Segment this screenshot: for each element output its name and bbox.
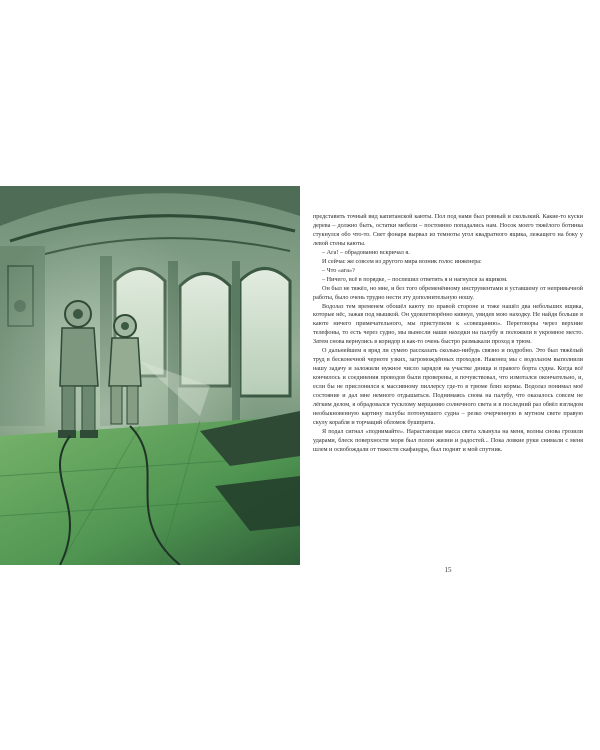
paragraph: И сейчас же совсем из другого мира возник голос инженера: xyxy=(322,257,482,265)
paragraph: Он был не тяжёл, но мне, и без того обременённому инструментами и уставшему от непривычной работы, было очень трудно нести эту дополнительную ношу. xyxy=(313,284,583,301)
paragraph: Я подал сигнал «поднимайте». Нарастающая масса света хлынула на меня, волны снова грозили ударами, блеск поверхности моря был полон жизни и радостей... Пока ловкие руки снимали с меня шлем и освобождали от тяжести скафандра, был поднят и мой спутник. xyxy=(313,427,583,453)
paragraph: – Ага! – обрадованно вскричал я. xyxy=(322,248,410,256)
illustration-ship-cabin-divers xyxy=(0,186,300,565)
paragraph: Водолаз тем временем обошёл каюту по правой стороне и тоже нашёл два небольших ящика, которые нёс, зажав под мышкой. Он удовлетворённо кивнул, увидев мою находку. Не найдя больше в каюте ничего примечательного, мы приступили к «совещанию». Переговоры через верхние телефоны, то есть через судно, мы вынесли наши находки на палубу и положили в укромное место. Затем снова вернулись в коридор и как-то очень быстро размыкали проход в трюм. xyxy=(313,302,583,346)
page-number: 15 xyxy=(444,566,452,574)
paragraph: представить точный вид капитанской каюты. Пол под нами был ровный и скользкий. Какие-то куски дерева – должно быть, остатки мебели – постоянно попадались нам. Носок моего тяжёлого ботинка стукнулся обо что-то. Свет фонаря вырвал из темноты угол квадратного ящика, лежащего на боку у левой стены каюты. xyxy=(313,213,583,247)
paragraph: О дальнейшем я вряд ли сумею рассказать сколько-нибудь связно и подробно. Это был тяжёлый труд в бесконечной черноте узких, загромождённых проходов. Наконец мы с водолазом выполнили нашу задачу и заложили нужное число зарядов на участке днища и правого борта судна. Когда всё кончилось и соединения проводов были проверены, я почувствовал, что измотался окончательно, и, если бы не прислонился к массивному пиллерсу где-то в трюме близ кормы. Водолаз понимал моё состояние и дал мне немного отдышаться. Поднимаясь снова на палубу, что оказалось совсем не лёгким делом, я обрадовался тусклому мерцанию солнечного света и в последний раз обвёл взглядом необыкновенную картину палубы потонувшего судна – резко очерченную в мутном свете правую скулу корабля и торчащий обломок бушприта. xyxy=(313,347,583,426)
text-column xyxy=(313,213,583,455)
paragraph: – Что «ага»? xyxy=(322,266,355,274)
paragraph: – Ничего, всё в порядке, – поспешил ответить я и нагнулся за ящиком. xyxy=(322,275,508,283)
